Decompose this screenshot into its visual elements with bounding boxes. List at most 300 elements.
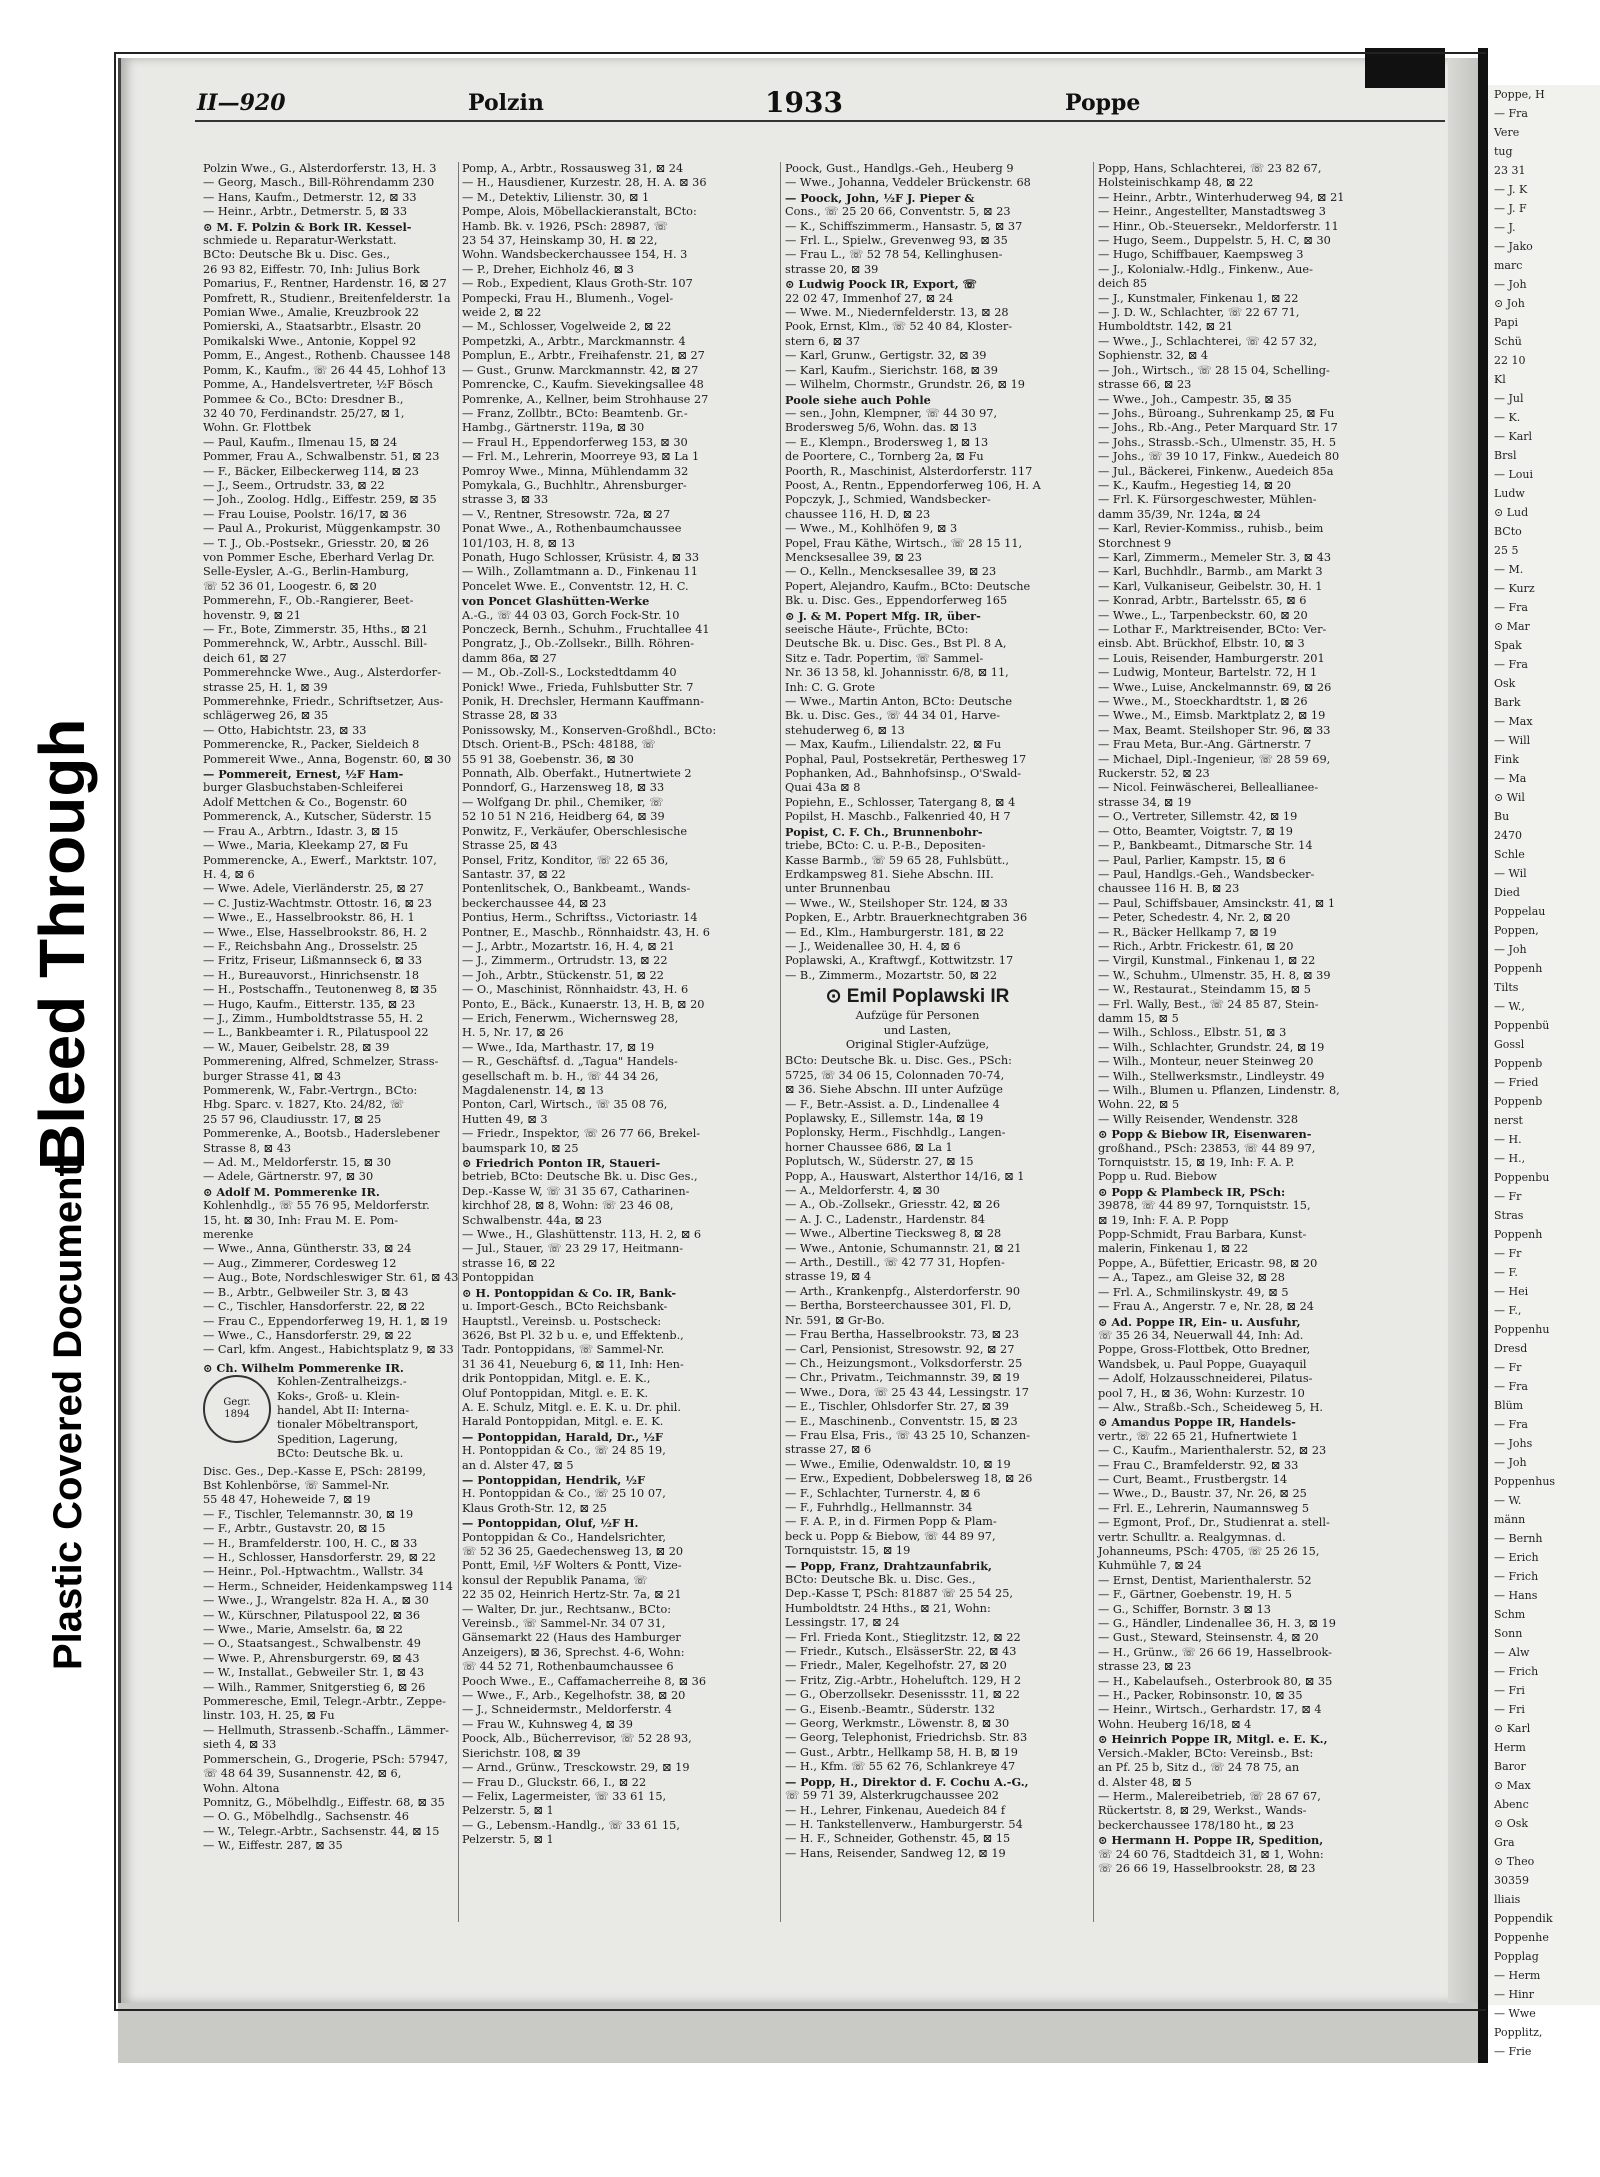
next-page-line: Poppenhus bbox=[1494, 1475, 1556, 1488]
directory-entry-line: — Ch., Heizungsmont., Volksdorferstr. 25 bbox=[785, 1356, 1023, 1370]
directory-entry-line: — Arth., Krankenpfg., Alsterdorferstr. 90 bbox=[785, 1284, 1021, 1298]
directory-entry-line: ⊙ M. F. Polzin & Bork IR. Kessel- bbox=[203, 219, 412, 234]
book-gutter bbox=[1478, 48, 1488, 2063]
directory-entry-line: 39878, ☏ 44 89 97, Tornquiststr. 15, bbox=[1098, 1199, 1311, 1213]
directory-entry-line: — G., Händler, Lindenallee 36, H. 3, ⊠ 19 bbox=[1098, 1617, 1336, 1631]
directory-entry-line: 55 91 38, Goebenstr. 36, ⊠ 30 bbox=[462, 752, 634, 766]
directory-entry-line: 26 93 82, Eiffestr. 70, Inh: Julius Bork bbox=[203, 262, 420, 276]
directory-entry-line: damm 35/39, Nr. 124a, ⊠ 24 bbox=[1098, 507, 1261, 521]
next-page-line: — Fra bbox=[1494, 658, 1528, 671]
directory-entry-line: schlägerweg 26, ⊠ 35 bbox=[203, 709, 329, 723]
directory-entry-line: Pomp, A., Arbtr., Rossausweg 31, ⊠ 24 bbox=[462, 162, 684, 175]
directory-entry-line: — Jul., Stauer, ☏ 23 29 17, Heitmann- bbox=[462, 1242, 684, 1256]
next-page-line: Schü bbox=[1494, 335, 1522, 348]
directory-entry-line: BCto: Deutsche Bk. u. bbox=[277, 1447, 404, 1461]
directory-entry-line: — Paul, Kaufm., Ilmenau 15, ⊠ 24 bbox=[203, 435, 398, 449]
directory-entry-line: Poplonsky, Herm., Fischhdlg., Langen- bbox=[785, 1126, 1006, 1140]
next-page-line: Vere bbox=[1494, 126, 1520, 139]
directory-entry-line: strasse 20, ⊠ 39 bbox=[785, 262, 879, 276]
directory-entry-line: Holsteinischkamp 48, ⊠ 22 bbox=[1098, 176, 1254, 190]
directory-entry-line: Spedition, Lagerung, bbox=[277, 1432, 398, 1446]
directory-entry-line: — Karl, Buchhdlr., Barmb., am Markt 3 bbox=[1098, 565, 1323, 579]
directory-entry-line: — Popp, H., Direktor d. F. Cochu A.-G., bbox=[785, 1774, 1029, 1789]
directory-entry-line: Nr. 591, ⊠ Gr-Bo. bbox=[785, 1313, 885, 1327]
directory-entry-line: — Wwe., Ida, Marthastr. 17, ⊠ 19 bbox=[462, 1040, 655, 1054]
directory-entry-line: Sophienstr. 32, ⊠ 4 bbox=[1098, 349, 1209, 363]
directory-entry-line: — Joh., Wirtsch., ☏ 28 15 04, Schelling- bbox=[1098, 363, 1330, 377]
directory-entry-line: Pommerehnke, Friedr., Schriftsetzer, Aus- bbox=[203, 695, 444, 709]
directory-entry-line: — Wwe., L., Tarpenbeckstr. 60, ⊠ 20 bbox=[1098, 608, 1308, 622]
next-page-line: — Fra bbox=[1494, 601, 1528, 614]
directory-entry-line: — Hinr., Ob.-Steuersekr., Meldorferstr. 11 bbox=[1098, 219, 1339, 233]
directory-entry-line: Popilst, H. Maschb., Falkenried 40, H 7 bbox=[785, 810, 1011, 824]
next-page-line: — Kurz bbox=[1494, 582, 1535, 595]
directory-entry-line: Inh: C. G. Grote bbox=[785, 680, 876, 694]
directory-entry-line: Pomm, K., Kaufm., ☏ 26 44 45, Lohhof 13 bbox=[203, 363, 446, 377]
directory-entry-line: — H., Lehrer, Finkenau, Auedeich 84 f bbox=[785, 1803, 1006, 1817]
directory-entry-line: Kohlenhdlg., ☏ 55 76 95, Meldorferstr. bbox=[203, 1199, 430, 1213]
next-page-line: Dresd bbox=[1494, 1342, 1528, 1355]
directory-entry-line: Tadr. Pontoppidans, ☏ Sammel-Nr. bbox=[462, 1343, 665, 1357]
next-page-line: tug bbox=[1494, 145, 1513, 158]
directory-entry-line: Wohn. Heuberg 16/18, ⊠ 4 bbox=[1098, 1717, 1252, 1731]
directory-entry-line: — Joh., Zoolog. Hdlg., Eiffestr. 259, ⊠ 35 bbox=[203, 493, 437, 507]
directory-entry-line: u. Import-Gesch., BCto Reichsbank- bbox=[462, 1300, 668, 1314]
directory-entry-line: Aufzüge für Personen bbox=[855, 1009, 980, 1023]
directory-entry-line: — Wwe., E., Hasselbrookstr. 86, H. 1 bbox=[203, 911, 415, 925]
directory-entry-line: — M., Ob.-Zoll-S., Lockstedtdamm 40 bbox=[462, 666, 677, 680]
directory-entry-line: — Max, Kaufm., Liliendalstr. 22, ⊠ Fu bbox=[785, 738, 1002, 752]
directory-entry-line: Bk. u. Disc. Ges., Eppendorferweg 165 bbox=[785, 594, 1008, 608]
directory-entry-line: deich 61, ⊠ 27 bbox=[203, 651, 287, 665]
directory-entry-line: — Frl. E., Lehrerin, Naumannsweg 5 bbox=[1098, 1501, 1310, 1515]
directory-entry-line: an d. Alster 47, ⊠ 5 bbox=[462, 1458, 574, 1472]
directory-entry-line: Schwalbenstr. 44a, ⊠ 23 bbox=[462, 1213, 602, 1227]
directory-entry-line: 32 40 70, Ferdinandstr. 25/27, ⊠ 1, bbox=[203, 406, 405, 420]
directory-column-1 bbox=[203, 162, 468, 1992]
directory-entry-line: — Frl. A., Schmilinskystr. 49, ⊠ 5 bbox=[1098, 1285, 1289, 1299]
directory-entry-line: ⊙ Popp & Plambeck IR, PSch: bbox=[1098, 1184, 1286, 1199]
next-page-line: Poppenbü bbox=[1494, 1019, 1550, 1032]
next-page-line: Herm bbox=[1494, 1741, 1526, 1754]
directory-entry-line: burger Strasse 41, ⊠ 43 bbox=[203, 1069, 342, 1083]
directory-entry-line: — Chr., Privatm., Teichmannstr. 39, ⊠ 19 bbox=[785, 1371, 1020, 1385]
next-page-line: — Joh bbox=[1494, 943, 1527, 956]
next-page-fragment bbox=[1488, 85, 1600, 2058]
directory-entry-line: Dep.-Kasse W, ☏ 31 35 67, Catharinen- bbox=[462, 1184, 690, 1198]
directory-entry-line: Wohn. Altona bbox=[203, 1781, 280, 1795]
next-page-line: — Jako bbox=[1494, 240, 1533, 253]
directory-entry-line: 31 36 41, Neueburg 6, ⊠ 11, Inh: Hen- bbox=[462, 1357, 684, 1371]
directory-entry-line: Pomian Wwe., Amalie, Kreuzbrook 22 bbox=[203, 306, 420, 320]
directory-entry-line: Popel, Frau Käthe, Wirtsch., ☏ 28 15 11, bbox=[785, 536, 1023, 550]
next-page-line: — J. F bbox=[1494, 202, 1527, 215]
next-page-line: 22 10 bbox=[1494, 354, 1526, 367]
next-page-line: — H., bbox=[1494, 1152, 1526, 1165]
next-page-line: Papi bbox=[1494, 316, 1519, 329]
next-page-line: — Herm bbox=[1494, 1969, 1541, 1982]
directory-entry-line: malerin, Finkenau 1, ⊠ 22 bbox=[1098, 1242, 1249, 1256]
directory-entry-line: Ponnath, Alb. Oberfakt., Hutnertwiete 2 bbox=[462, 767, 692, 781]
directory-entry-line: — Hans, Reisender, Sandweg 12, ⊠ 19 bbox=[785, 1846, 1006, 1860]
directory-entry-line: — H. F., Schneider, Gothenstr. 45, ⊠ 15 bbox=[785, 1832, 1011, 1846]
directory-entry-line: ☏ 52 36 25, Gaedechensweg 13, ⊠ 20 bbox=[462, 1545, 684, 1558]
directory-entry-line: — G., Eisenb.-Beamtr., Süderstr. 132 bbox=[785, 1702, 996, 1716]
directory-entry-line: — Frau L., ☏ 52 78 54, Kellinghusen- bbox=[785, 248, 1003, 262]
directory-entry-line: ⊙ J. & M. Popert Mfg. IR, über- bbox=[785, 608, 981, 623]
directory-entry-line: — Gust., Steward, Steinsenstr. 4, ⊠ 20 bbox=[1098, 1631, 1319, 1645]
next-page-line: — Wil bbox=[1494, 867, 1527, 880]
directory-entry-line: — Pontoppidan, Harald, Dr., ½F bbox=[462, 1429, 663, 1444]
next-page-line: Poppenh bbox=[1494, 962, 1543, 975]
directory-entry-line: — Herm., Malereibetrieb, ☏ 28 67 67, bbox=[1098, 1789, 1321, 1803]
directory-entry-line: — J. D. W., Schlachter, ☏ 22 67 71, bbox=[1098, 306, 1300, 320]
directory-entry-line: — Friedr., Maler, Kegelhofstr. 27, ⊠ 20 bbox=[785, 1659, 1007, 1673]
next-page-line: — W. bbox=[1494, 1494, 1522, 1507]
directory-entry-line: Versich.-Makler, BCto: Vereinsb., Bst: bbox=[1098, 1746, 1314, 1760]
directory-entry-line: — Hans, Kaufm., Detmerstr. 12, ⊠ 33 bbox=[203, 190, 417, 204]
directory-entry-line: — Wwe. P., Ahrensburgerstr. 69, ⊠ 43 bbox=[203, 1651, 420, 1665]
directory-entry-line: — L., Bankbeamter i. R., Pilatuspool 22 bbox=[203, 1026, 429, 1040]
directory-entry-line: Ponath, Hugo Schlosser, Krüsistr. 4, ⊠ 33 bbox=[462, 550, 700, 564]
next-page-line: — H. bbox=[1494, 1133, 1522, 1146]
directory-entry-line: Vereinsb., ☏ Sammel-Nr. 34 07 31, bbox=[462, 1617, 666, 1631]
next-page-line: Ludw bbox=[1494, 487, 1525, 500]
directory-entry-line: weide 2, ⊠ 22 bbox=[462, 306, 542, 320]
directory-entry-line: Pomarius, F., Rentner, Hardenstr. 16, ⊠ 27 bbox=[203, 277, 447, 291]
directory-entry-line: — Frl. Frieda Kont., Stieglitzstr. 12, ⊠ 22 bbox=[785, 1630, 1021, 1644]
directory-entry-line: Pommerenck, A., Kutscher, Süderstr. 15 bbox=[203, 810, 432, 824]
directory-entry-line: strasse 25, H. 1, ⊠ 39 bbox=[203, 680, 328, 694]
next-page-line: Kl bbox=[1494, 373, 1506, 386]
directory-entry-line: — Otto, Beamter, Voigtstr. 7, ⊠ 19 bbox=[1098, 824, 1293, 838]
directory-entry-line: Ponczeck, Bernh., Schuhm., Fruchtallee 41 bbox=[462, 623, 710, 636]
next-page-line: — Alw bbox=[1494, 1646, 1530, 1659]
directory-entry-line: — Arth., Destill., ☏ 42 77 31, Hopfen- bbox=[785, 1256, 1005, 1270]
directory-entry-line: Pommerschein, G., Drogerie, PSch: 57947, bbox=[203, 1752, 448, 1766]
directory-entry-line: — Wilhelm, Chormstr., Grundstr. 26, ⊠ 19 bbox=[785, 378, 1025, 392]
directory-entry-line: Strasse 8, ⊠ 43 bbox=[203, 1141, 292, 1155]
directory-entry-line: — Frau Meta, Bur.-Ang. Gärtnerstr. 7 bbox=[1098, 738, 1312, 752]
directory-entry-line: Pontt, Emil, ½F Wolters & Pontt, Vize- bbox=[462, 1559, 682, 1573]
directory-entry-line: an Pf. 25 b, Sitz d., ☏ 24 78 75, an bbox=[1098, 1761, 1300, 1775]
directory-entry-line: — Wilh., Zollamtmann a. D., Finkenau 11 bbox=[462, 565, 698, 579]
directory-entry-line: — Johs., ☏ 39 10 17, Finkw., Auedeich 80 bbox=[1098, 450, 1340, 464]
directory-entry-line: — K., Schiffszimmerm., Hansastr. 5, ⊠ 37 bbox=[785, 219, 1023, 233]
directory-entry-line: — Fr., Bote, Zimmerstr. 35, Hths., ⊠ 21 bbox=[203, 623, 429, 636]
directory-entry-line: ⊙ Popp & Biebow IR, Eisenwaren- bbox=[1098, 1127, 1312, 1142]
directory-entry-line: — H., Kabelaufseh., Osterbrook 80, ⊠ 35 bbox=[1098, 1674, 1333, 1688]
directory-entry-line: — Gust., Arbtr., Hellkamp 58, H. B, ⊠ 19 bbox=[785, 1745, 1018, 1759]
directory-entry-line: Pommerening, Alfred, Schmelzer, Strass- bbox=[203, 1055, 439, 1069]
next-page-line: — Joh bbox=[1494, 278, 1527, 291]
directory-entry-line: — Ad. M., Meldorferstr. 15, ⊠ 30 bbox=[203, 1156, 392, 1170]
next-page-line: ⊙ Osk bbox=[1494, 1817, 1529, 1830]
directory-entry-line: von Poncet Glashütten-Werke bbox=[462, 594, 650, 609]
directory-entry-line: — Karl, Revier-Kommiss., ruhisb., beim bbox=[1098, 522, 1324, 536]
directory-entry-line: von Pommer Esche, Eberhard Verlag Dr. bbox=[203, 550, 435, 564]
next-page-line: — Loui bbox=[1494, 468, 1534, 481]
directory-entry-line: Tornquiststr. 15, ⊠ 19, Inh: F. A. P. bbox=[1098, 1156, 1295, 1170]
next-page-line: Poppendik bbox=[1494, 1912, 1553, 1925]
directory-entry-line: — Herm., Schneider, Heidenkampsweg 114 bbox=[203, 1579, 453, 1593]
directory-entry-line: — Rich., Arbtr. Frickestr. 61, ⊠ 20 bbox=[1098, 939, 1294, 953]
directory-entry-line: — Arnd., Grünw., Tresckowstr. 29, ⊠ 19 bbox=[462, 1761, 690, 1775]
directory-entry-line: Quai 43a ⊠ 8 bbox=[785, 781, 861, 795]
directory-entry-line: Ponto, E., Bäck., Kunaerstr. 13, H. B, ⊠ 20 bbox=[462, 997, 705, 1011]
directory-entry-line: — Fritz, Zig.-Arbtr., Hoheluftch. 129, H 2 bbox=[785, 1673, 1022, 1687]
directory-entry-line: — Pommereit, Ernest, ½F Ham- bbox=[203, 767, 404, 782]
next-page-line: Poppenb bbox=[1494, 1095, 1543, 1108]
directory-entry-line: 22 02 47, Immenhof 27, ⊠ 24 bbox=[785, 291, 954, 305]
directory-entry-line: ⊙ H. Pontoppidan & Co. IR, Bank- bbox=[462, 1285, 677, 1300]
next-page-line: — J. bbox=[1494, 221, 1516, 234]
next-page-line: Poppelau bbox=[1494, 905, 1546, 918]
directory-entry-line: — O., Staatsangest., Schwalbenstr. 49 bbox=[203, 1637, 421, 1651]
directory-entry-line: A.-G., ☏ 44 03 03, Gorch Fock-Str. 10 bbox=[462, 608, 680, 622]
directory-entry-line: Bst Kohlenbörse, ☏ Sammel-Nr. bbox=[203, 1478, 390, 1492]
directory-entry-line: — G., Oberzollsekr. Desenissstr. 11, ⊠ 22 bbox=[785, 1688, 1020, 1702]
next-page-line: 2470 bbox=[1494, 829, 1522, 842]
next-page-line: Tilts bbox=[1494, 981, 1519, 994]
directory-entry-line: — Aug., Bote, Nordschleswiger Str. 61, ⊠ 43 bbox=[203, 1271, 459, 1285]
directory-entry-line: — M., Detektiv, Lilienstr. 30, ⊠ 1 bbox=[462, 190, 650, 204]
directory-entry-line: — Wwe., Marie, Amselstr. 6a, ⊠ 22 bbox=[203, 1623, 403, 1637]
directory-entry-line: — Aug., Zimmerer, Cordesweg 12 bbox=[203, 1256, 397, 1270]
directory-entry-line: — W., Schuhm., Ulmenstr. 35, H. 8, ⊠ 39 bbox=[1098, 968, 1331, 982]
directory-entry-line: Popp u. Rud. Biebow bbox=[1098, 1170, 1217, 1184]
directory-entry-line: Pommee & Co., BCto: Dresdner B., bbox=[203, 392, 404, 406]
directory-entry-line: Pomroy Wwe., Minna, Mühlendamm 32 bbox=[462, 464, 689, 478]
directory-entry-line: — Wilh., Schlachter, Grundstr. 24, ⊠ 19 bbox=[1098, 1040, 1325, 1054]
directory-entry-line: — Willy Reisender, Wendenstr. 328 bbox=[1098, 1112, 1299, 1126]
next-page-line: Poppen, bbox=[1494, 924, 1539, 937]
directory-entry-line: — C., Kaufm., Marienthalerstr. 52, ⊠ 23 bbox=[1098, 1444, 1327, 1458]
directory-column-3 bbox=[785, 162, 1050, 1992]
directory-entry-line: Pomrenke, A., Kellner, beim Strohhause 27 bbox=[462, 392, 709, 406]
directory-entry-line: Popert, Alejandro, Kaufm., BCto: Deutsche bbox=[785, 579, 1031, 593]
next-page-line: Spak bbox=[1494, 639, 1522, 652]
directory-entry-line: Popp-Schmidt, Frau Barbara, Kunst- bbox=[1098, 1228, 1307, 1242]
next-page-line: — Hinr bbox=[1494, 1988, 1534, 2001]
directory-entry-line: — W., Kürschner, Pilatuspool 22, ⊠ 36 bbox=[203, 1608, 421, 1622]
directory-entry-line: linstr. 103, H. 25, ⊠ Fu bbox=[203, 1709, 335, 1723]
directory-entry-line: — Wwe., Dora, ☏ 25 43 44, Lessingstr. 17 bbox=[785, 1385, 1029, 1399]
bottom-margin bbox=[0, 2063, 1600, 2177]
directory-entry-line: — Wwe., J., Wrangelstr. 82a H. A., ⊠ 30 bbox=[203, 1594, 429, 1608]
directory-entry-line: — A., Tapez., am Gleise 32, ⊠ 28 bbox=[1098, 1271, 1285, 1285]
directory-entry-line: — R., Bäcker Hellkamp 7, ⊠ 19 bbox=[1098, 925, 1277, 939]
directory-entry-line: — Wwe., F., Arb., Kegelhofstr. 38, ⊠ 20 bbox=[462, 1689, 686, 1703]
directory-entry-line: Popken, E., Arbtr. Brauerknechtgraben 36 bbox=[785, 911, 1028, 925]
directory-entry-line: — Louis, Reisender, Hamburgerstr. 201 bbox=[1098, 651, 1325, 665]
next-page-line: — Fr bbox=[1494, 1190, 1522, 1203]
next-page-line: Poppenbu bbox=[1494, 1171, 1550, 1184]
directory-entry-line: ⊙ Friedrich Ponton IR, Staueri- bbox=[462, 1156, 661, 1171]
directory-entry-line: 101/103, H. 8, ⊠ 13 bbox=[462, 536, 575, 550]
directory-entry-line: burger Glasbuchstaben-Schleiferei bbox=[203, 781, 403, 795]
next-page-line: — J. K bbox=[1494, 183, 1528, 196]
directory-entry-line: A. E. Schulz, Mitgl. e. E. K. u. Dr. phil. bbox=[462, 1400, 681, 1414]
directory-entry-line: — Joh., Arbtr., Stückenstr. 51, ⊠ 22 bbox=[462, 968, 664, 982]
directory-entry-line: Pommerenke, A., Bootsb., Haderslebener bbox=[203, 1127, 440, 1141]
directory-entry-line: — Frl. M., Lehrerin, Moorreye 93, ⊠ La 1 bbox=[462, 450, 700, 464]
directory-entry-line: — Konrad, Arbtr., Bartelsstr. 65, ⊠ 6 bbox=[1098, 594, 1307, 608]
next-page-line: Blüm bbox=[1494, 1399, 1524, 1412]
next-page-line: ⊙ Karl bbox=[1494, 1722, 1531, 1735]
directory-entry-line: — A., Meldorferstr. 4, ⊠ 30 bbox=[785, 1184, 940, 1198]
directory-entry-line: — Georg, Telephonist, Friedrichsb. Str. 83 bbox=[785, 1731, 1028, 1745]
directory-entry-line: — Frl. Wally, Best., ☏ 24 85 87, Stein- bbox=[1098, 997, 1319, 1011]
directory-entry-line: Strasse 28, ⊠ 33 bbox=[462, 709, 558, 723]
directory-entry-line: BCto: Deutsche Bk. u. Disc. Ges., bbox=[785, 1573, 976, 1586]
directory-entry-line: Humboldtstr. 142, ⊠ 21 bbox=[1098, 320, 1234, 334]
directory-entry-line: Humboldtstr. 24 Hths., ⊠ 21, Wohn: bbox=[785, 1601, 991, 1615]
next-page-line: — Fra bbox=[1494, 107, 1528, 120]
directory-entry-line: Popp, A., Hauswart, Alsterthor 14/16, ⊠ 1 bbox=[785, 1169, 1025, 1183]
directory-entry-line: — F., Arbtr., Gustavstr. 20, ⊠ 15 bbox=[203, 1522, 386, 1536]
directory-entry-line: konsul der Republik Panama, ☏ bbox=[462, 1573, 648, 1587]
directory-entry-line: — sen., John, Klempner, ☏ 44 30 97, bbox=[785, 406, 998, 420]
directory-entry-line: Wandsbek, u. Paul Poppe, Guayaquil bbox=[1098, 1357, 1307, 1371]
next-page-line: Schle bbox=[1494, 848, 1525, 861]
directory-entry-line: Pomrencke, C., Kaufm. Sievekingsallee 48 bbox=[462, 378, 704, 392]
directory-entry-line: 15, ht. ⊠ 30, Inh: Frau M. E. Pom- bbox=[203, 1213, 399, 1227]
directory-entry-line: ☏ 52 36 01, Loogestr. 6, ⊠ 20 bbox=[203, 579, 377, 593]
directory-entry-line: Gänsemarkt 22 (Haus des Hamburger bbox=[462, 1631, 681, 1645]
directory-entry-line: Popiehn, E., Schlosser, Tatergang 8, ⊠ 4 bbox=[785, 795, 1016, 809]
directory-entry-line: Ruckerstr. 52, ⊠ 23 bbox=[1098, 767, 1210, 781]
directory-entry-line: Popist, C. F. Ch., Brunnenbohr- bbox=[785, 824, 983, 839]
next-page-line: 30359 bbox=[1494, 1874, 1529, 1887]
directory-entry-line: — Nicol. Feinwäscherei, Belleallianee- bbox=[1098, 781, 1319, 795]
directory-entry-line: — Heinr., Arbtr., Detmerstr. 5, ⊠ 33 bbox=[203, 205, 408, 219]
directory-entry-line: — H., Bureauvorst., Hinrichsenstr. 18 bbox=[203, 968, 420, 982]
directory-entry-line: ☏ 26 66 19, Hasselbrookstr. 28, ⊠ 23 bbox=[1098, 1861, 1316, 1875]
next-page-line: männ bbox=[1494, 1513, 1526, 1526]
directory-entry-line: — J., Zimm., Humboldtstrasse 55, H. 2 bbox=[203, 1011, 424, 1025]
directory-entry-line: Pompe, Alois, Möbellackieranstalt, BCto: bbox=[462, 205, 697, 219]
next-page-line: — Hans bbox=[1494, 1589, 1538, 1602]
directory-entry-line: — Frau Elsa, Fris., ☏ 43 25 10, Schanzen- bbox=[785, 1428, 1031, 1442]
directory-entry-line: — R., Geschäftsf. d. „Tagua" Handels- bbox=[462, 1055, 678, 1069]
next-page-line: — Johs bbox=[1494, 1437, 1533, 1450]
directory-entry-line: — Pontoppidan, Hendrik, ½F bbox=[462, 1472, 646, 1487]
directory-entry-line: — M., Schlosser, Vogelweide 2, ⊠ 22 bbox=[462, 320, 672, 334]
directory-entry-line: Pontoppidan & Co., Handelsrichter, bbox=[462, 1530, 666, 1544]
directory-entry-line: deich 85 bbox=[1098, 277, 1148, 291]
directory-entry-line: seeische Häute-, Früchte, BCto: bbox=[785, 623, 969, 636]
directory-entry-line: Klaus Groth-Str. 12, ⊠ 25 bbox=[462, 1501, 607, 1515]
directory-entry-line: — Lothar F., Marktreisender, BCto: Ver- bbox=[1098, 623, 1327, 636]
directory-entry-line: — P., Bankbeamt., Ditmarsche Str. 14 bbox=[1098, 839, 1313, 853]
directory-entry-line: chaussee 116, H. D, ⊠ 23 bbox=[785, 507, 931, 521]
directory-entry-line: 5725, ☏ 34 06 15, Colonnaden 70-74, bbox=[785, 1068, 1005, 1082]
directory-entry-line: ⊙ Adolf M. Pommerenke IR. bbox=[203, 1184, 380, 1199]
directory-entry-line: Pommerencke, R., Packer, Sieldeich 8 bbox=[203, 738, 420, 752]
directory-entry-line: horner Chaussee 686, ⊠ La 1 bbox=[785, 1140, 953, 1154]
directory-entry-line: Poorth, R., Maschinist, Alsterdorferstr. 117 bbox=[785, 464, 1033, 478]
directory-entry-line: — Wwe., Else, Hasselbrookstr. 86, H. 2 bbox=[203, 925, 428, 939]
directory-entry-line: strasse 16, ⊠ 22 bbox=[462, 1256, 556, 1270]
directory-entry-line: — Frl. L., Spielw., Grevenweg 93, ⊠ 35 bbox=[785, 234, 1008, 248]
seal-year: 1894 bbox=[224, 1409, 250, 1421]
next-page-line: — F., bbox=[1494, 1304, 1522, 1317]
directory-entry-line: ⊙ Hermann H. Poppe IR, Spedition, bbox=[1098, 1833, 1324, 1848]
directory-entry-line: — O. G., Möbelhdlg., Sachsenstr. 46 bbox=[203, 1810, 409, 1824]
directory-entry-line: sieth 4, ⊠ 33 bbox=[203, 1738, 277, 1752]
directory-entry-line: 22 35 02, Heinrich Hertz-Str. 7a, ⊠ 21 bbox=[462, 1588, 682, 1602]
directory-entry-line: Pommerencke, A., Ewerf., Marktstr. 107, bbox=[203, 853, 437, 867]
directory-entry-line: — Max, Beamt. Steilshoper Str. 96, ⊠ 33 bbox=[1098, 723, 1331, 737]
directory-entry-line: strasse 66, ⊠ 23 bbox=[1098, 378, 1192, 392]
directory-entry-line: großhand., PSch: 23853, ☏ 44 89 97, bbox=[1098, 1141, 1316, 1155]
directory-entry-line: damm 86a, ⊠ 27 bbox=[462, 651, 557, 665]
next-page-line: ⊙ Theo bbox=[1494, 1855, 1535, 1868]
directory-entry-line: — Paul, Parlier, Kampstr. 15, ⊠ 6 bbox=[1098, 853, 1286, 867]
directory-entry-line: — Wwe., Luise, Anckelmannstr. 69, ⊠ 26 bbox=[1098, 680, 1332, 694]
directory-entry-line: stehuderweg 6, ⊠ 13 bbox=[785, 723, 905, 737]
directory-entry-line: merenke bbox=[203, 1228, 254, 1242]
directory-entry-line: Ponick! Wwe., Frieda, Fuhlsbutter Str. 7 bbox=[462, 680, 694, 694]
directory-entry-line: Pophal, Paul, Postsekretär, Perthesweg 17 bbox=[785, 752, 1027, 766]
directory-entry-line: — Carl, Pensionist, Stresowstr. 92, ⊠ 27 bbox=[785, 1342, 1015, 1356]
directory-entry-line: H. Pontoppidan & Co., ☏ 25 10 07, bbox=[462, 1487, 666, 1501]
directory-entry-line: — Frau A., Arbtrn., Idastr. 3, ⊠ 15 bbox=[203, 824, 399, 838]
directory-entry-line: Bk. u. Disc. Ges., ☏ 44 34 01, Harve- bbox=[785, 709, 1001, 723]
directory-entry-line: Adolf Mettchen & Co., Bogenstr. 60 bbox=[203, 795, 408, 809]
directory-entry-line: Pommer, Frau A., Schwalbenstr. 51, ⊠ 23 bbox=[203, 450, 440, 464]
directory-entry-line: ☏ 59 71 39, Alsterkrugchaussee 202 bbox=[785, 1789, 999, 1803]
directory-entry-line: gesellschaft m. b. H., ☏ 44 34 26, bbox=[462, 1069, 659, 1083]
directory-entry-line: — Erich, Fenerwm., Wichernsweg 28, bbox=[462, 1011, 679, 1025]
directory-entry-line: — E., Tischler, Ohlsdorfer Str. 27, ⊠ 39 bbox=[785, 1400, 1009, 1414]
next-page-line: — W., bbox=[1494, 1000, 1525, 1013]
directory-entry-line: — E., Maschinenb., Conventstr. 15, ⊠ 23 bbox=[785, 1414, 1018, 1428]
directory-entry-line: baumspark 10, ⊠ 25 bbox=[462, 1141, 579, 1155]
directory-entry-line: — F., Bäcker, Eilbeckerweg 114, ⊠ 23 bbox=[203, 464, 419, 478]
next-page-line: Gra bbox=[1494, 1836, 1515, 1849]
directory-entry-line: Pomm, E., Angest., Rothenb. Chaussee 148 bbox=[203, 349, 451, 363]
directory-entry-line: chaussee 116 H. B, ⊠ 23 bbox=[1098, 882, 1240, 896]
directory-entry-line: — B., Zimmerm., Mozartstr. 50, ⊠ 22 bbox=[785, 968, 998, 982]
header-first-entry: Polzin bbox=[468, 90, 544, 116]
next-page-line: Poppenh bbox=[1494, 1228, 1543, 1241]
directory-entry-line: Sierichstr. 108, ⊠ 39 bbox=[462, 1746, 581, 1760]
directory-entry-line: Pomfrett, R., Studienr., Breitenfelderstr. 1a bbox=[203, 291, 451, 305]
directory-entry-line: — Heinr., Pol.-Hptwachtm., Wallstr. 34 bbox=[203, 1565, 424, 1579]
next-page-line: — Fr bbox=[1494, 1247, 1522, 1260]
directory-entry-line: kirchhof 28, ⊠ 8, Wohn: ☏ 23 46 08, bbox=[462, 1199, 674, 1213]
directory-entry-line: H. Pontoppidan & Co., ☏ 24 85 19, bbox=[462, 1444, 666, 1458]
next-page-line: — Max bbox=[1494, 715, 1533, 728]
next-page-line: — F. bbox=[1494, 1266, 1518, 1279]
directory-entry-line: Pontner, E., Maschb., Rönnhaidstr. 43, H. 6 bbox=[462, 925, 710, 939]
directory-entry-line: — F., Tischler, Telemannstr. 30, ⊠ 19 bbox=[203, 1507, 414, 1521]
directory-entry-line: tionaler Möbeltransport, bbox=[277, 1418, 419, 1432]
directory-entry-line: ☏ 35 26 34, Neuerwall 44, Inh: Ad. bbox=[1098, 1328, 1304, 1342]
directory-entry-line: einsb. Abt. Brückhof, Elbstr. 10, ⊠ 3 bbox=[1098, 637, 1305, 651]
directory-entry-line: Oluf Pontoppidan, Mitgl. e. E. K. bbox=[462, 1386, 649, 1400]
next-page-line: Gossl bbox=[1494, 1038, 1525, 1051]
directory-entry-line: vertr., ☏ 22 65 21, Hufnertwiete 1 bbox=[1098, 1429, 1299, 1443]
trademark-seal-icon bbox=[203, 1375, 271, 1443]
directory-entry-line: — Wwe., Emilie, Odenwaldstr. 10, ⊠ 19 bbox=[785, 1457, 1011, 1471]
directory-entry-line: Poock, Gust., Handlgs.-Geh., Heuberg 9 bbox=[785, 162, 1014, 175]
directory-entry-line: — W., Installat., Gebweiler Str. 1, ⊠ 43 bbox=[203, 1666, 424, 1680]
directory-entry-line: — Wwe., Joh., Campestr. 35, ⊠ 35 bbox=[1098, 392, 1292, 406]
directory-entry-line: — H., Schlosser, Hansdorferstr. 29, ⊠ 22 bbox=[203, 1551, 436, 1564]
